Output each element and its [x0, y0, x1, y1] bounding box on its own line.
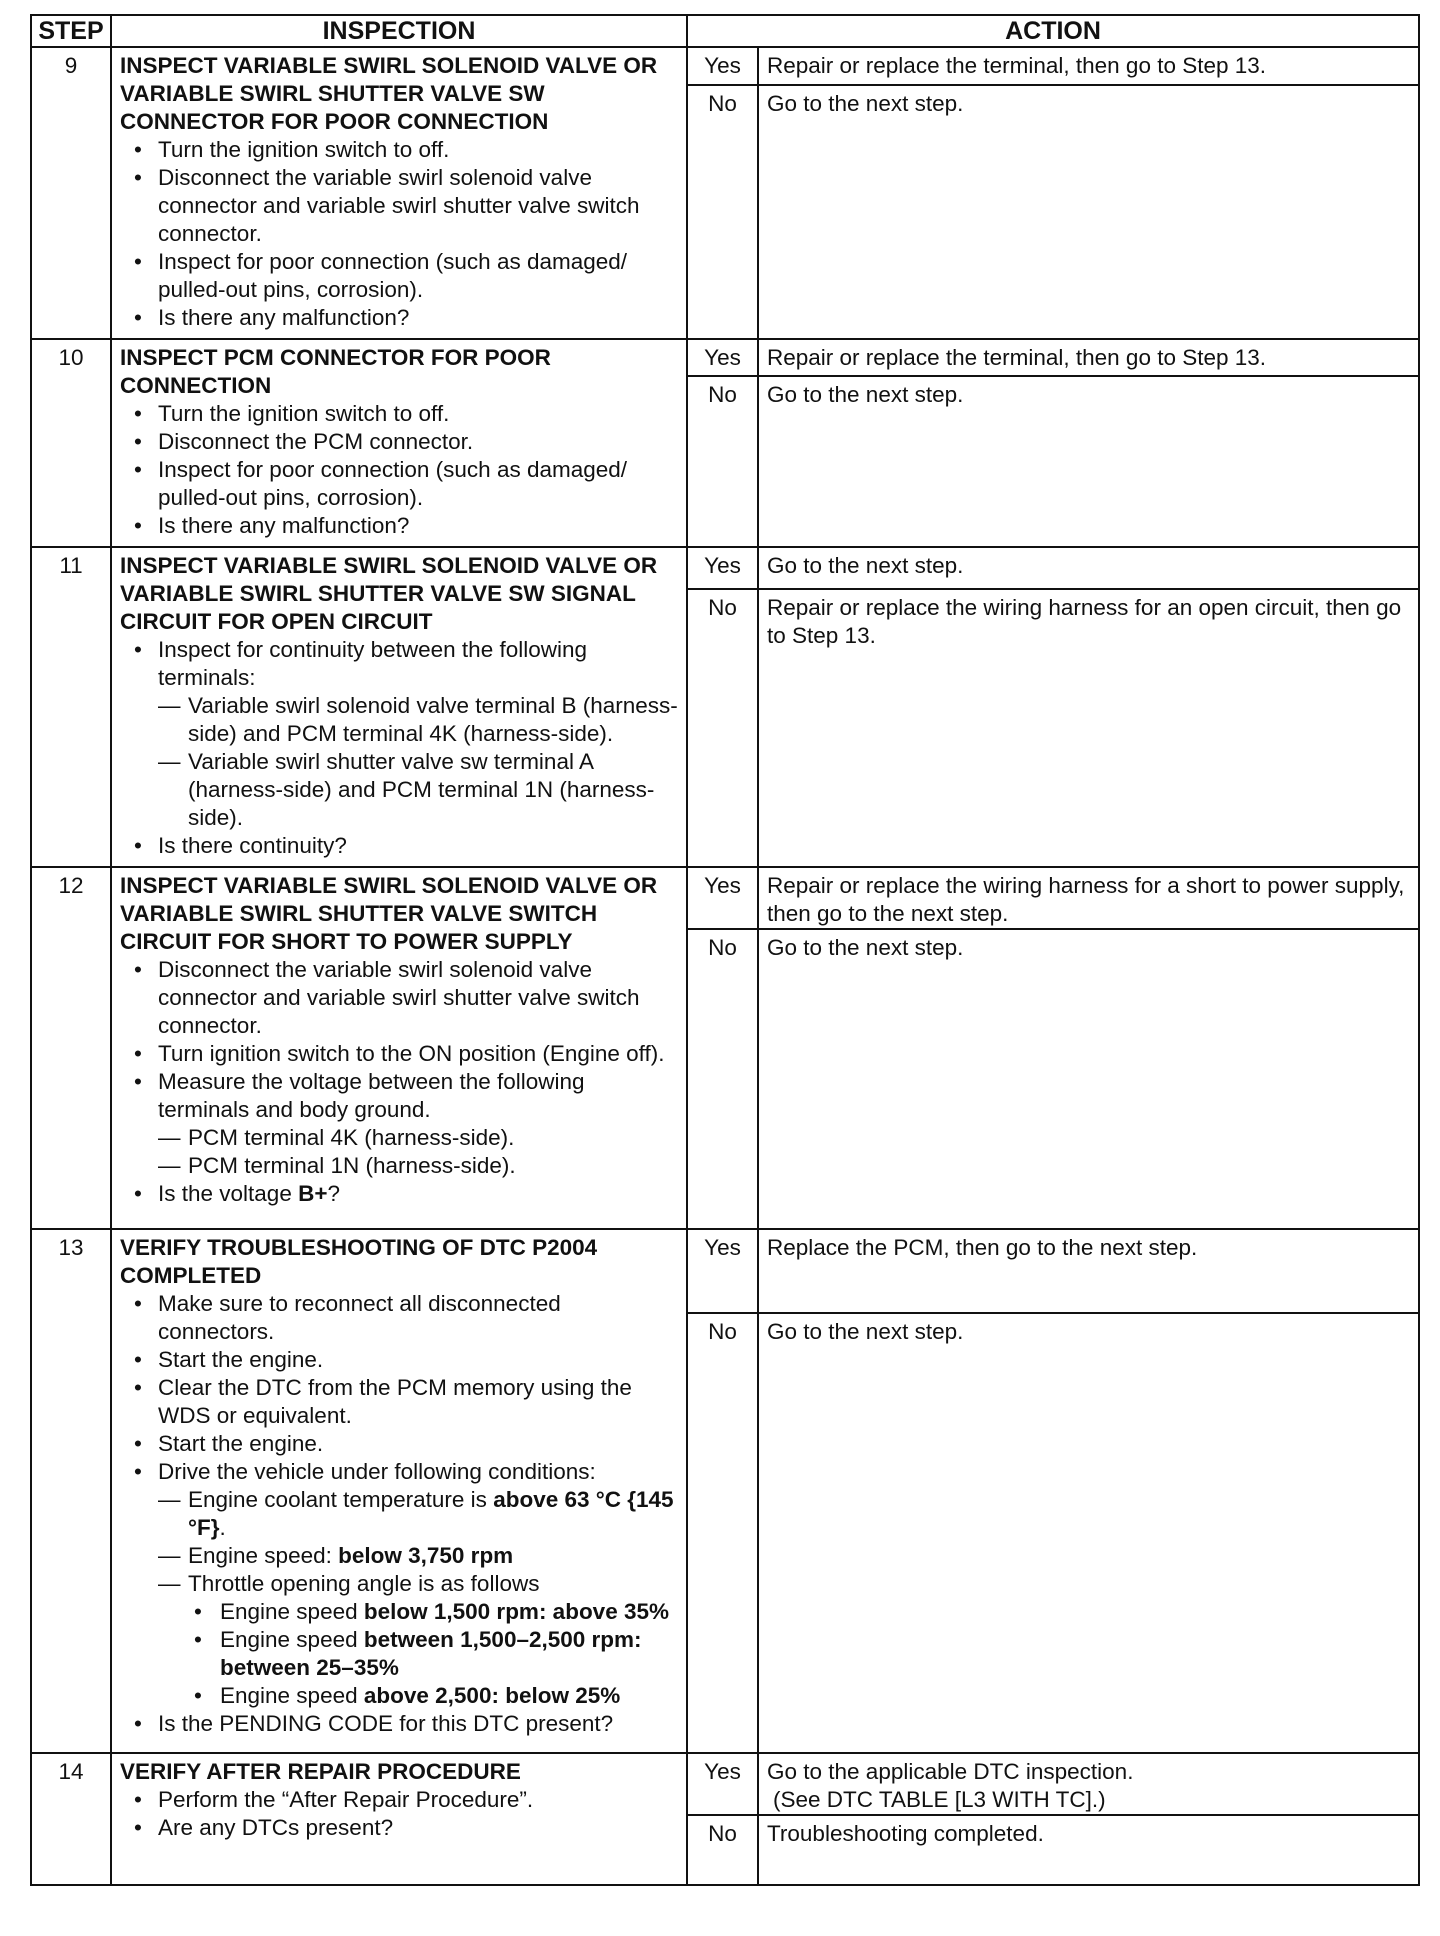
- header-inspection: INSPECTION: [111, 15, 687, 47]
- table-row: [31, 547, 1419, 589]
- inspection-title: INSPECT VARIABLE SWIRL SOLENOID VALVE OR VARIABLE SWIRL SHUTTER VALVE SW SIGNAL CIRCUIT FOR OPEN CIRCUIT: [120, 553, 658, 634]
- list-item: — PCM terminal 1N (harness-side).: [158, 1152, 680, 1180]
- condition-list: [158, 1486, 680, 1710]
- voltage-value: B+: [298, 1181, 328, 1206]
- inspection-bullets: [120, 956, 680, 1208]
- inspection-cell: [111, 47, 687, 339]
- inspection-title: VERIFY TROUBLESHOOTING OF DTC P2004 COMPLETED: [120, 1235, 598, 1288]
- list-item: • Inspect for poor connection (such as damaged/ pulled-out pins, corrosion).: [120, 456, 680, 512]
- inspection-cell: [111, 547, 687, 867]
- yes-label: Yes: [687, 339, 758, 376]
- yes-label: Yes: [687, 547, 758, 589]
- list-item: [158, 1542, 680, 1570]
- condition-value: above 2,500: below 25%: [363, 1683, 621, 1708]
- inspection-cell: [111, 867, 687, 1229]
- list-item: [120, 1068, 680, 1180]
- inspection-bullets: [120, 1786, 680, 1842]
- list-item: • Are any DTCs present?: [120, 1814, 680, 1842]
- list-item: • Disconnect the variable swirl solenoid valve connector and variable swirl shutter valve switch connector.: [120, 164, 680, 248]
- inspection-table: [30, 14, 1420, 1886]
- throttle-list: [188, 1598, 680, 1710]
- table-row: [31, 867, 1419, 929]
- no-label: No: [687, 1313, 758, 1753]
- table-row: [31, 339, 1419, 376]
- list-item: — PCM terminal 4K (harness-side).: [158, 1124, 680, 1152]
- inspection-cell: [111, 1753, 687, 1885]
- bullet-text: Drive the vehicle under following conditions:: [158, 1459, 596, 1484]
- yes-action: Repair or replace the wiring harness for a short to power supply, then go to the next step.: [758, 867, 1419, 929]
- condition-text: Engine speed:: [188, 1543, 339, 1568]
- yes-label: Yes: [687, 47, 758, 85]
- yes-action: Repair or replace the terminal, then go to Step 13.: [758, 47, 1419, 85]
- no-action: Go to the next step.: [758, 929, 1419, 1229]
- yes-label: Yes: [687, 1753, 758, 1815]
- dtc-table-reference: (See DTC TABLE [L3 WITH TC].): [773, 1787, 1106, 1812]
- table-row: [31, 1229, 1419, 1313]
- list-item: • Start the engine.: [120, 1346, 680, 1374]
- header-action: ACTION: [687, 15, 1419, 47]
- condition-value: below 3,750 rpm: [338, 1543, 514, 1568]
- list-item: — Variable swirl shutter valve sw terminal A (harness-side) and PCM terminal 1N (harness-side).: [158, 748, 680, 832]
- list-item: [188, 1598, 680, 1626]
- header-row: [31, 15, 1419, 47]
- list-item: • Turn ignition switch to the ON position (Engine off).: [120, 1040, 680, 1068]
- inspection-bullets: [120, 400, 680, 540]
- inspection-title: INSPECT VARIABLE SWIRL SOLENOID VALVE OR VARIABLE SWIRL SHUTTER VALVE SW CONNECTOR FOR POOR CONNECTION: [120, 53, 658, 134]
- bullet-text: Inspect for continuity between the following terminals:: [158, 637, 588, 690]
- no-action: Repair or replace the wiring harness for an open circuit, then go to Step 13.: [758, 589, 1419, 867]
- inspection-cell: [111, 339, 687, 547]
- yes-action: Repair or replace the terminal, then go to Step 13.: [758, 339, 1419, 376]
- list-item: • Inspect for poor connection (such as damaged/ pulled-out pins, corrosion).: [120, 248, 680, 304]
- step-number: 14: [31, 1753, 111, 1885]
- no-label: No: [687, 929, 758, 1229]
- no-label: No: [687, 85, 758, 339]
- step-number: 9: [31, 47, 111, 339]
- condition-value: below 1,500 rpm: above 35%: [363, 1599, 669, 1624]
- list-item: [188, 1626, 680, 1682]
- inspection-title: INSPECT PCM CONNECTOR FOR POOR CONNECTION: [120, 345, 551, 398]
- list-item: [158, 1486, 680, 1542]
- terminal-list: [158, 692, 680, 832]
- no-action: Go to the next step.: [758, 376, 1419, 547]
- yes-action-line: Go to the applicable DTC inspection.: [767, 1759, 1134, 1784]
- no-label: No: [687, 376, 758, 547]
- inspection-bullets: [120, 1290, 680, 1738]
- step-number: 10: [31, 339, 111, 547]
- inspection-bullets: [120, 136, 680, 332]
- list-item: [188, 1682, 680, 1710]
- condition-value: between 1,500–2,500 rpm: between 25–35%: [220, 1627, 642, 1680]
- condition-text: Engine coolant temperature is: [188, 1487, 494, 1512]
- list-item: • Is the PENDING CODE for this DTC present?: [120, 1710, 680, 1738]
- condition-text: Engine speed: [220, 1599, 364, 1624]
- yes-action: Go to the next step.: [758, 547, 1419, 589]
- list-item: [158, 1570, 680, 1710]
- list-item: • Perform the “After Repair Procedure”.: [120, 1786, 680, 1814]
- list-item: — Variable swirl solenoid valve terminal B (harness-side) and PCM terminal 4K (harness-side).: [158, 692, 680, 748]
- list-item: [120, 1458, 680, 1710]
- no-action: Troubleshooting completed.: [758, 1815, 1419, 1885]
- bullet-text: Is the voltage: [158, 1181, 299, 1206]
- no-action: Go to the next step.: [758, 85, 1419, 339]
- bullet-text: ?: [327, 1181, 340, 1206]
- condition-text: Engine speed: [220, 1627, 364, 1652]
- step-number: 13: [31, 1229, 111, 1753]
- list-item: • Disconnect the variable swirl solenoid valve connector and variable swirl shutter valve switch connector.: [120, 956, 680, 1040]
- condition-value: above 63 °C {145 °F}: [188, 1487, 674, 1540]
- table-row: [31, 1753, 1419, 1815]
- list-item: • Disconnect the PCM connector.: [120, 428, 680, 456]
- list-item: • Start the engine.: [120, 1430, 680, 1458]
- condition-text: Throttle opening angle is as follows: [188, 1571, 540, 1596]
- condition-text: Engine speed: [220, 1683, 364, 1708]
- inspection-title: VERIFY AFTER REPAIR PROCEDURE: [120, 1759, 521, 1784]
- list-item: • Clear the DTC from the PCM memory using the WDS or equivalent.: [120, 1374, 680, 1430]
- list-item: [120, 636, 680, 832]
- list-item: • Is there any malfunction?: [120, 512, 680, 540]
- bullet-text: Measure the voltage between the following terminals and body ground.: [158, 1069, 585, 1122]
- list-item: [120, 1180, 680, 1208]
- list-item: • Is there any malfunction?: [120, 304, 680, 332]
- yes-action: [758, 1753, 1419, 1815]
- yes-label: Yes: [687, 1229, 758, 1313]
- list-item: • Turn the ignition switch to off.: [120, 136, 680, 164]
- table-row: [31, 47, 1419, 85]
- no-label: No: [687, 589, 758, 867]
- inspection-cell: [111, 1229, 687, 1753]
- troubleshooting-page: [30, 14, 1418, 1886]
- no-label: No: [687, 1815, 758, 1885]
- step-number: 11: [31, 547, 111, 867]
- inspection-bullets: [120, 636, 680, 860]
- header-step: STEP: [31, 15, 111, 47]
- list-item: • Make sure to reconnect all disconnected connectors.: [120, 1290, 680, 1346]
- step-number: 12: [31, 867, 111, 1229]
- list-item: • Is there continuity?: [120, 832, 680, 860]
- inspection-title: INSPECT VARIABLE SWIRL SOLENOID VALVE OR VARIABLE SWIRL SHUTTER VALVE SWITCH CIRCUIT FOR SHORT TO POWER SUPPLY: [120, 873, 658, 954]
- terminal-list: [158, 1124, 680, 1180]
- no-action: Go to the next step.: [758, 1313, 1419, 1753]
- list-item: • Turn the ignition switch to off.: [120, 400, 680, 428]
- yes-action: Replace the PCM, then go to the next step.: [758, 1229, 1419, 1313]
- yes-label: Yes: [687, 867, 758, 929]
- condition-text: .: [219, 1515, 226, 1540]
